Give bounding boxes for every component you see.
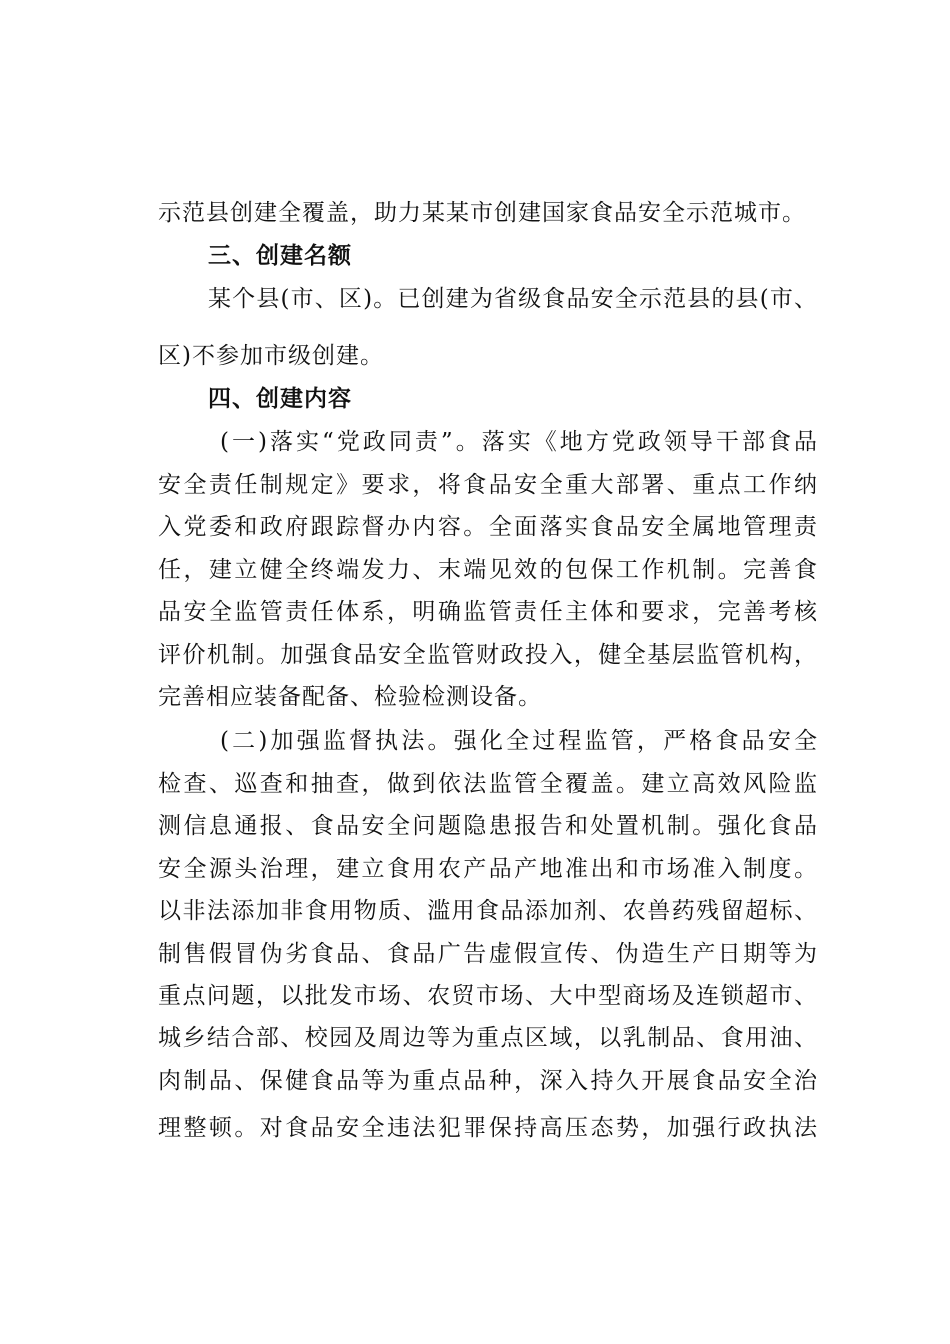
item-1-line-3: 入党委和政府跟踪督办内容。全面落实食品安全属地管理责 <box>158 514 818 540</box>
item-1-line-2: 安全责任制规定》要求，将食品安全重大部署、重点工作纳 <box>158 472 818 498</box>
item-1-line-5: 品安全监管责任体系，明确监管责任主体和要求，完善考核 <box>158 599 818 625</box>
section-3-line-2: 区)不参加市级创建。 <box>158 343 384 369</box>
item-2-line-1: (二)加强监督执法。强化全过程监管，严格食品安全 <box>220 728 818 754</box>
item-1-line-6: 评价机制。加强食品安全监管财政投入，健全基层监管机构， <box>158 642 818 668</box>
item-2-line-5: 以非法添加非食用物质、滥用食品添加剂、农兽药残留超标、 <box>158 898 818 924</box>
item-2-line-6: 制售假冒伪劣食品、食品广告虚假宣传、伪造生产日期等为 <box>158 941 818 967</box>
item-1-line-7: 完善相应装备配备、检验检测设备。 <box>158 684 542 710</box>
item-1-line-4: 任，建立健全终端发力、末端见效的包保工作机制。完善食 <box>158 557 818 583</box>
intro-tail-line: 示范县创建全覆盖，助力某某市创建国家食品安全示范城市。 <box>158 200 806 226</box>
section-4-heading: 四、创建内容 <box>208 386 352 412</box>
section-3-heading: 三、创建名额 <box>208 243 352 269</box>
item-2-line-4: 安全源头治理，建立食用农产品产地准出和市场准入制度。 <box>158 856 818 882</box>
item-1-line-1: (一)落实“党政同责”。落实《地方党政领导干部食品 <box>220 429 818 455</box>
item-2-line-3: 测信息通报、食品安全问题隐患报告和处置机制。强化食品 <box>158 813 818 839</box>
item-2-line-2: 检查、巡查和抽查，做到依法监管全覆盖。建立高效风险监 <box>158 771 818 797</box>
section-3-line-1: 某个县(市、区)。已创建为省级食品安全示范县的县(市、 <box>208 286 818 312</box>
item-2-line-8: 城乡结合部、校园及周边等为重点区域，以乳制品、食用油、 <box>158 1025 818 1051</box>
item-2-line-10: 理整顿。对食品安全违法犯罪保持高压态势，加强行政执法 <box>158 1115 818 1141</box>
item-2-line-7: 重点问题，以批发市场、农贸市场、大中型商场及连锁超市、 <box>158 983 818 1009</box>
item-2-line-9: 肉制品、保健食品等为重点品种，深入持久开展食品安全治 <box>158 1068 818 1094</box>
